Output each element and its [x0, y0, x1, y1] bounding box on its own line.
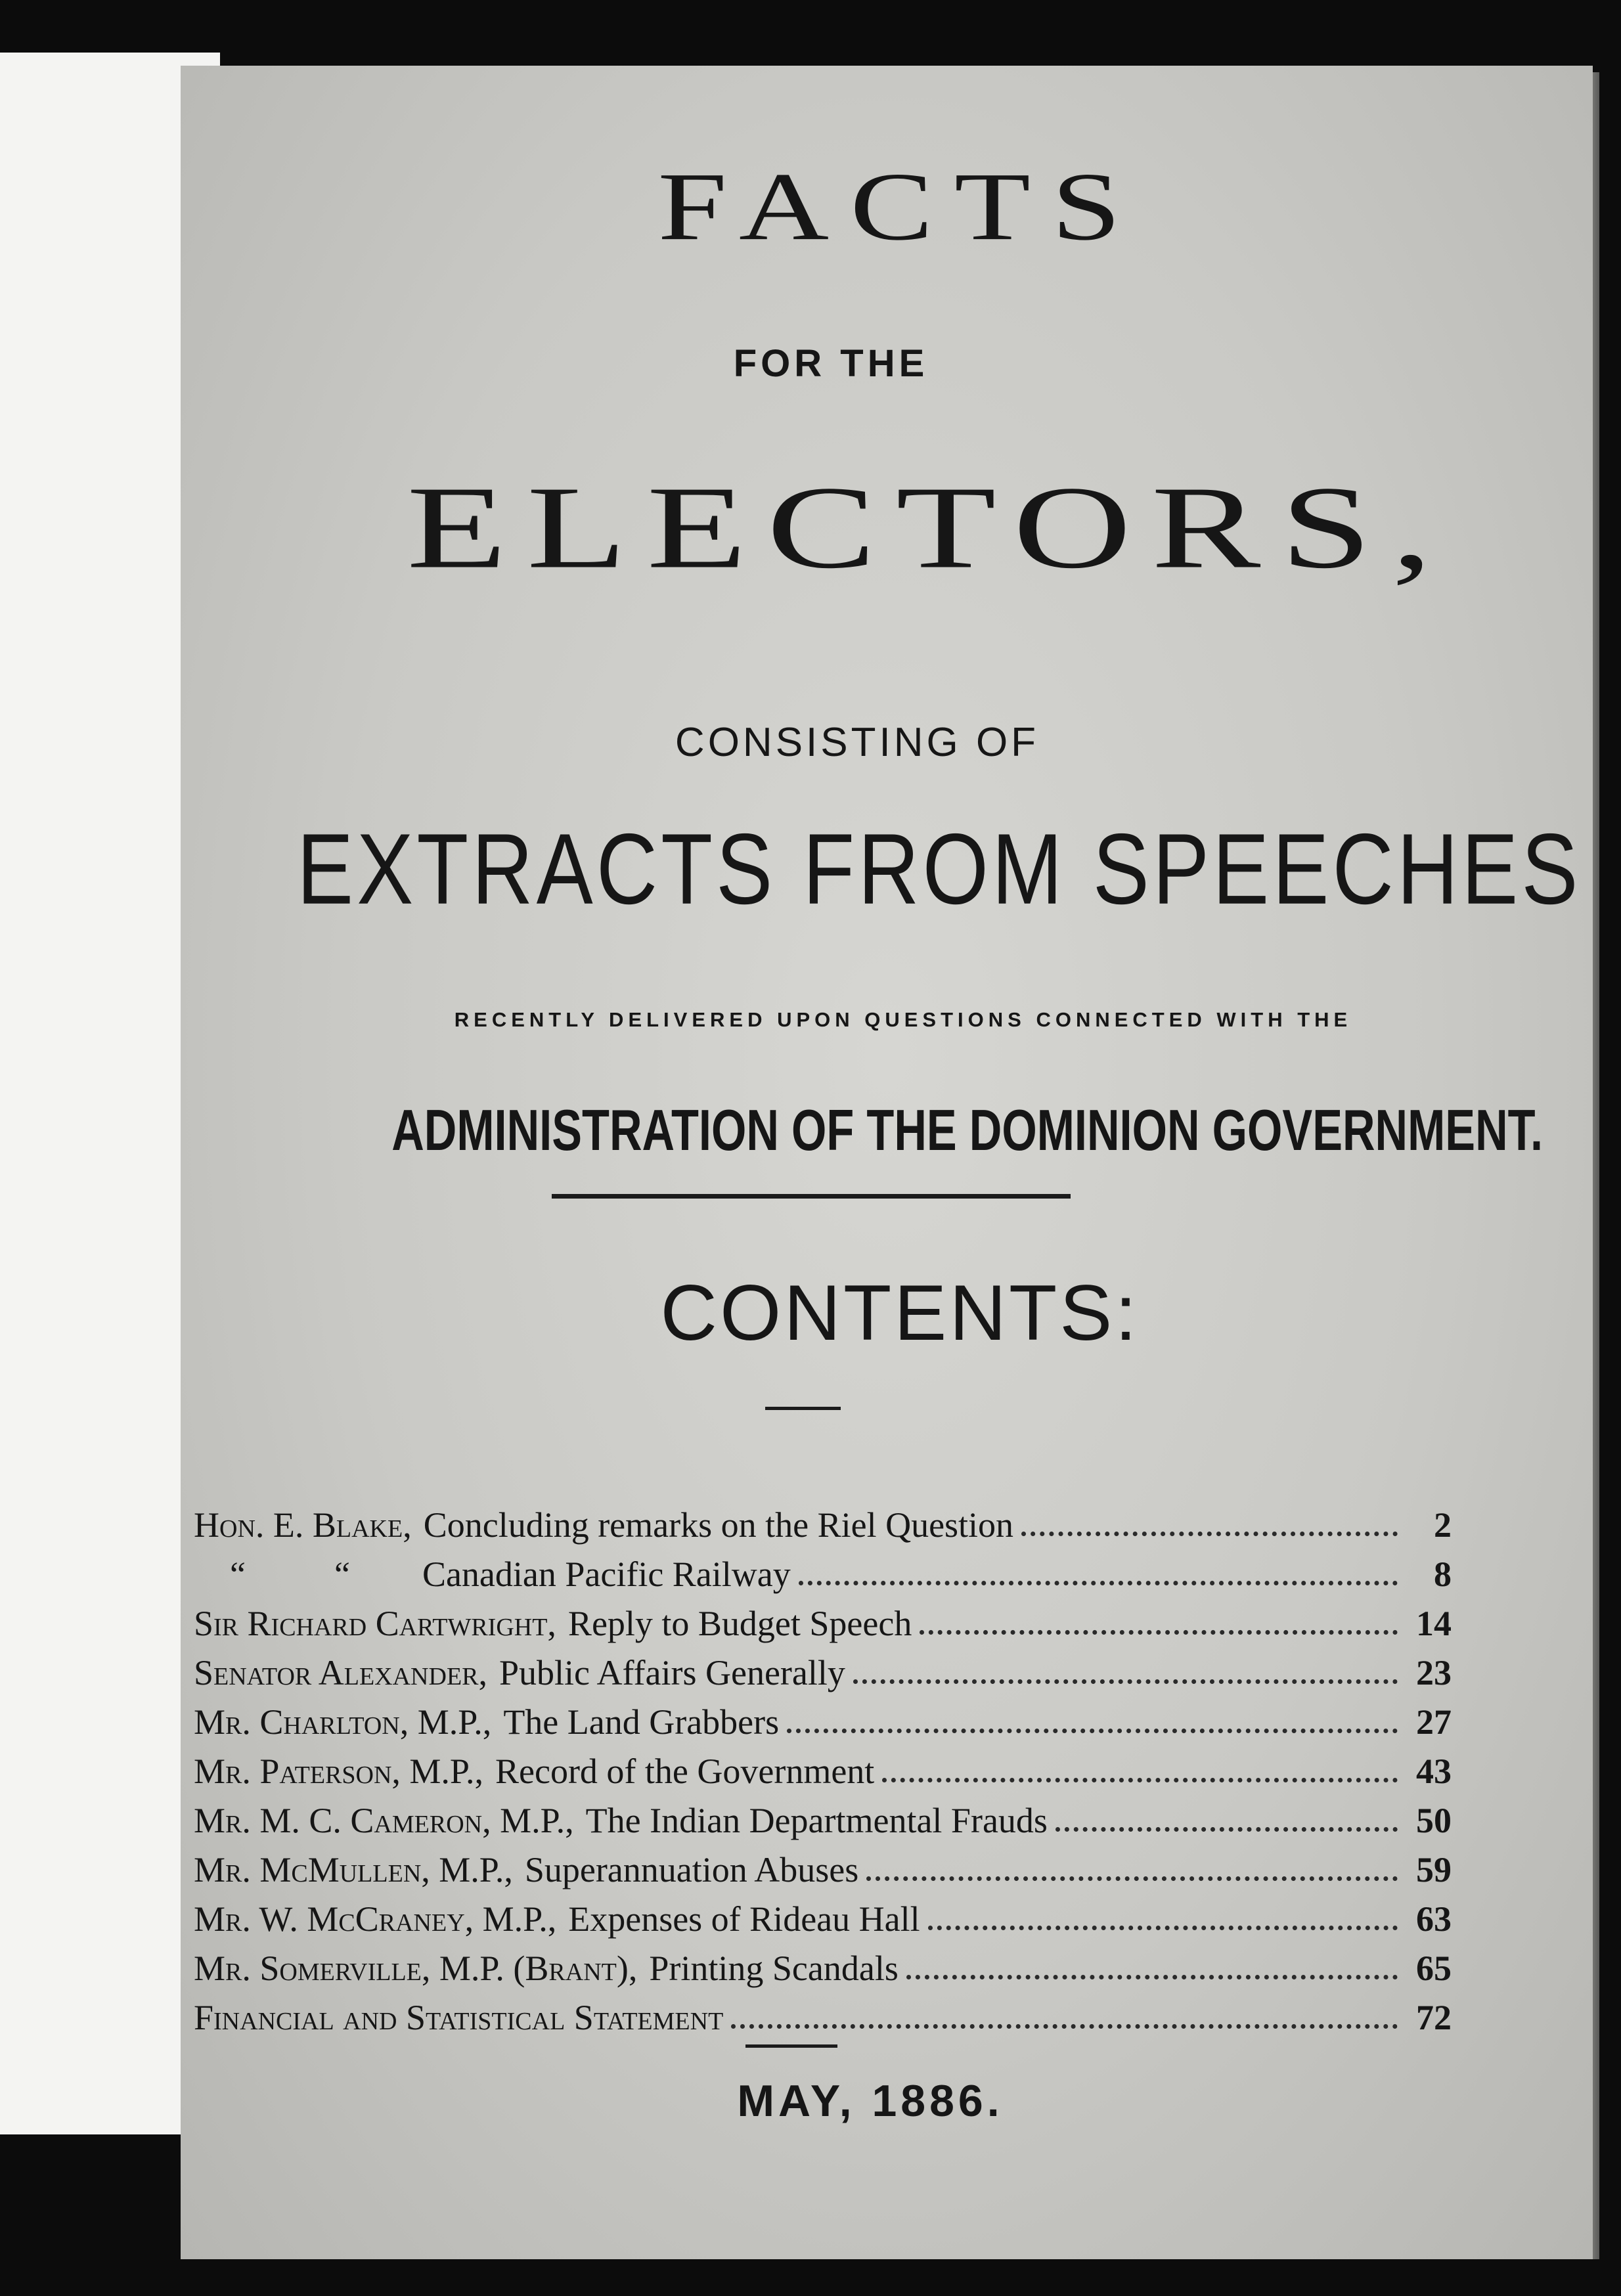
toc-entry	[194, 1937, 1452, 1989]
toc-page-number: 43	[1416, 1752, 1452, 1791]
toc-dot-leader	[882, 1778, 1398, 1782]
toc-entry	[194, 1543, 1452, 1595]
title-page-content	[181, 66, 1593, 2259]
toc-dot-leader	[906, 1975, 1398, 1979]
toc-entry	[194, 1494, 1452, 1545]
toc-topic: Concluding remarks on the Riel Question	[423, 1505, 1014, 1545]
toc-speaker: Financial and Statistical Statement	[194, 1998, 724, 2037]
toc-page-number: 59	[1416, 1850, 1452, 1889]
toc-entry	[194, 1691, 1452, 1742]
toc-entry	[194, 1888, 1452, 1939]
toc-page-number: 8	[1434, 1555, 1452, 1594]
toc-topic: Printing Scandals	[649, 1949, 899, 1988]
subtitle-consisting-of: CONSISTING OF	[675, 720, 1040, 765]
contents-heading: CONTENTS:	[660, 1269, 1140, 1357]
toc-speaker: Mr. Paterson, M.P.,	[194, 1752, 483, 1791]
divider-rule-bottom	[745, 2044, 837, 2048]
toc-topic: Public Affairs Generally	[499, 1653, 845, 1692]
toc-topic: Reply to Budget Speech	[567, 1604, 912, 1643]
toc-speaker: Senator Alexander,	[194, 1653, 487, 1692]
toc-speaker: Mr. W. McCraney, M.P.,	[194, 1899, 557, 1939]
toc-entry	[194, 1839, 1452, 1890]
toc-speaker: Mr. Charlton, M.P.,	[194, 1702, 492, 1742]
toc-page-number: 72	[1416, 1998, 1452, 2037]
toc-entry	[194, 1790, 1452, 1841]
title-extracts: EXTRACTS FROM SPEECHES	[297, 812, 1582, 925]
toc-dot-leader	[799, 1581, 1398, 1585]
toc-dot-leader	[853, 1679, 1398, 1684]
toc-dot-leader	[866, 1876, 1398, 1881]
subtitle-recently-delivered: RECENTLY DELIVERED UPON QUESTIONS CONNECTED WITH THE	[454, 1008, 1352, 1031]
toc-entry	[194, 1987, 1452, 2038]
toc-page-number: 27	[1416, 1702, 1452, 1742]
toc-entry	[194, 1642, 1452, 1693]
toc-topic: Expenses of Rideau Hall	[568, 1899, 920, 1939]
toc-topic: The Indian Departmental Frauds	[585, 1801, 1048, 1840]
toc-dot-leader	[787, 1729, 1398, 1733]
toc-page-number: 2	[1434, 1505, 1452, 1545]
publication-date: MAY, 1886.	[737, 2076, 1004, 2126]
toc-page-number: 50	[1416, 1801, 1452, 1840]
toc-page-number: 65	[1416, 1949, 1452, 1988]
title-electors: ELECTORS,	[407, 462, 1452, 594]
divider-rule-short	[765, 1407, 841, 1410]
toc-topic: Superannuation Abuses	[524, 1850, 859, 1889]
toc-topic: Record of the Government	[495, 1752, 875, 1791]
toc-page-number: 14	[1416, 1604, 1452, 1643]
title-administration: ADMINISTRATION OF THE DOMINION GOVERNMENT.	[391, 1097, 1543, 1162]
toc-page-number: 23	[1416, 1653, 1452, 1692]
toc-entry	[194, 1593, 1452, 1644]
toc-speaker: Sir Richard Cartwright,	[194, 1604, 556, 1643]
subtitle-for-the: FOR THE	[733, 342, 929, 385]
toc-dot-leader	[731, 2024, 1398, 2029]
toc-ditto-marks: “ “	[230, 1555, 350, 1594]
title-page	[181, 66, 1593, 2259]
toc-entry	[194, 1740, 1452, 1792]
toc-speaker: Mr. Somerville, M.P. (Brant),	[194, 1949, 638, 1988]
toc-topic: Canadian Pacific Railway	[422, 1555, 791, 1594]
toc-topic: The Land Grabbers	[503, 1702, 780, 1742]
divider-rule	[552, 1194, 1071, 1199]
toc-dot-leader	[928, 1926, 1398, 1930]
toc-page-number: 63	[1416, 1899, 1452, 1939]
toc-speaker: Mr. McMullen, M.P.,	[194, 1850, 513, 1889]
toc-dot-leader	[920, 1630, 1398, 1635]
toc-speaker: Mr. M. C. Cameron, M.P.,	[194, 1801, 574, 1840]
toc-dot-leader	[1055, 1827, 1398, 1832]
toc-speaker: Hon. E. Blake,	[194, 1505, 412, 1545]
title-facts: FACTS	[657, 153, 1142, 261]
toc-dot-leader	[1021, 1532, 1398, 1536]
